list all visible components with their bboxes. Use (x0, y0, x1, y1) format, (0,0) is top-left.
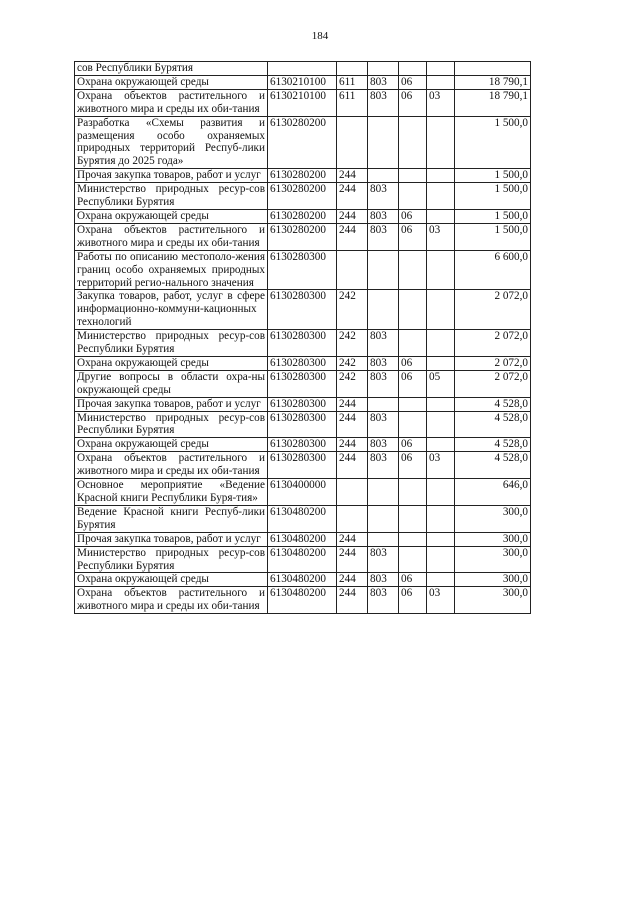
cell-expense-type: 244 (337, 209, 368, 223)
cell-section (399, 169, 427, 183)
cell-amount: 2 072,0 (455, 290, 531, 330)
cell-administrator: 803 (368, 223, 399, 250)
cell-expense-type: 242 (337, 290, 368, 330)
cell-target-article: 6130480200 (268, 573, 337, 587)
table-row (75, 209, 531, 223)
cell-target-article: 6130280200 (268, 169, 337, 183)
cell-target-article: 6130480200 (268, 532, 337, 546)
cell-name: Прочая закупка товаров, работ и услуг (75, 532, 268, 546)
cell-administrator (368, 250, 399, 290)
cell-amount: 1 500,0 (455, 223, 531, 250)
table-row (75, 479, 531, 506)
cell-section (399, 250, 427, 290)
table-row (75, 587, 531, 614)
cell-administrator (368, 505, 399, 532)
cell-expense-type: 244 (337, 438, 368, 452)
cell-target-article: 6130480200 (268, 505, 337, 532)
table-row (75, 250, 531, 290)
cell-administrator: 803 (368, 330, 399, 357)
cell-administrator: 803 (368, 573, 399, 587)
cell-subsection: 05 (427, 370, 455, 397)
cell-administrator: 803 (368, 546, 399, 573)
budget-table (74, 61, 531, 614)
cell-expense-type: 244 (337, 587, 368, 614)
cell-expense-type: 611 (337, 89, 368, 116)
cell-section (399, 532, 427, 546)
cell-name: Охрана окружающей среды (75, 573, 268, 587)
table-body (75, 62, 531, 614)
cell-section (399, 183, 427, 210)
cell-administrator: 803 (368, 452, 399, 479)
cell-section: 06 (399, 89, 427, 116)
cell-amount: 1 500,0 (455, 183, 531, 210)
cell-administrator (368, 290, 399, 330)
cell-administrator (368, 397, 399, 411)
table-row (75, 573, 531, 587)
cell-expense-type: 244 (337, 411, 368, 438)
cell-name: Охрана объектов растительного и животного мира и среды их оби-тания (75, 587, 268, 614)
cell-subsection (427, 209, 455, 223)
table-row (75, 290, 531, 330)
cell-expense-type: 244 (337, 397, 368, 411)
cell-section (399, 546, 427, 573)
cell-administrator (368, 169, 399, 183)
table-row (75, 89, 531, 116)
cell-administrator (368, 479, 399, 506)
cell-expense-type (337, 505, 368, 532)
cell-name: Ведение Красной книги Респуб-лики Бурятия (75, 505, 268, 532)
cell-section: 06 (399, 370, 427, 397)
cell-subsection (427, 532, 455, 546)
cell-name: Охрана объектов растительного и животного мира и среды их оби-тания (75, 89, 268, 116)
cell-amount: 18 790,1 (455, 75, 531, 89)
table-row (75, 75, 531, 89)
cell-section (399, 479, 427, 506)
cell-amount: 4 528,0 (455, 438, 531, 452)
cell-expense-type (337, 479, 368, 506)
cell-subsection: 03 (427, 89, 455, 116)
cell-administrator: 803 (368, 587, 399, 614)
cell-section (399, 116, 427, 169)
cell-name: Охрана объектов растительного и животного мира и среды их оби-тания (75, 223, 268, 250)
cell-section (399, 411, 427, 438)
cell-name: Работы по описанию местополо-жения границ особо охраняемых природных территорий регио-нального значения (75, 250, 268, 290)
cell-subsection (427, 330, 455, 357)
cell-target-article: 6130280300 (268, 356, 337, 370)
cell-administrator: 803 (368, 183, 399, 210)
cell-subsection: 03 (427, 452, 455, 479)
cell-amount: 300,0 (455, 573, 531, 587)
cell-target-article: 6130210100 (268, 89, 337, 116)
cell-expense-type (337, 250, 368, 290)
cell-name: Охрана окружающей среды (75, 75, 268, 89)
cell-section: 06 (399, 452, 427, 479)
cell-subsection (427, 573, 455, 587)
cell-administrator: 803 (368, 411, 399, 438)
table-row (75, 223, 531, 250)
cell-subsection (427, 479, 455, 506)
cell-subsection (427, 75, 455, 89)
cell-expense-type: 244 (337, 183, 368, 210)
page-number: 184 (311, 30, 329, 42)
cell-section: 06 (399, 223, 427, 250)
cell-administrator: 803 (368, 75, 399, 89)
cell-amount: 18 790,1 (455, 89, 531, 116)
table-row (75, 116, 531, 169)
cell-subsection (427, 169, 455, 183)
cell-subsection (427, 62, 455, 76)
cell-amount (455, 62, 531, 76)
cell-subsection (427, 546, 455, 573)
cell-section: 06 (399, 209, 427, 223)
cell-amount: 4 528,0 (455, 397, 531, 411)
cell-expense-type (337, 116, 368, 169)
table-row (75, 183, 531, 210)
cell-expense-type: 242 (337, 330, 368, 357)
cell-target-article: 6130280300 (268, 452, 337, 479)
cell-section (399, 505, 427, 532)
cell-amount: 300,0 (455, 532, 531, 546)
cell-section (399, 330, 427, 357)
cell-administrator: 803 (368, 438, 399, 452)
cell-name: Министерство природных ресур-сов Республики Бурятия (75, 330, 268, 357)
cell-section: 06 (399, 438, 427, 452)
cell-name: Охрана окружающей среды (75, 438, 268, 452)
cell-amount: 1 500,0 (455, 116, 531, 169)
cell-name: сов Республики Бурятия (75, 62, 268, 76)
cell-expense-type: 611 (337, 75, 368, 89)
cell-name: Министерство природных ресур-сов Республики Бурятия (75, 183, 268, 210)
cell-amount: 646,0 (455, 479, 531, 506)
table-row (75, 62, 531, 76)
cell-administrator: 803 (368, 370, 399, 397)
cell-target-article: 6130280300 (268, 250, 337, 290)
cell-subsection (427, 438, 455, 452)
cell-expense-type: 244 (337, 532, 368, 546)
cell-name: Прочая закупка товаров, работ и услуг (75, 397, 268, 411)
cell-amount: 300,0 (455, 587, 531, 614)
cell-amount: 2 072,0 (455, 330, 531, 357)
table-row (75, 505, 531, 532)
cell-target-article: 6130280300 (268, 438, 337, 452)
cell-expense-type (337, 62, 368, 76)
cell-section: 06 (399, 356, 427, 370)
cell-name: Министерство природных ресур-сов Республики Бурятия (75, 546, 268, 573)
cell-section (399, 397, 427, 411)
cell-amount: 1 500,0 (455, 169, 531, 183)
cell-section (399, 290, 427, 330)
table-row (75, 438, 531, 452)
cell-expense-type: 244 (337, 573, 368, 587)
cell-target-article: 6130210100 (268, 75, 337, 89)
cell-target-article: 6130280200 (268, 116, 337, 169)
cell-target-article: 6130280300 (268, 330, 337, 357)
cell-administrator (368, 116, 399, 169)
cell-subsection: 03 (427, 587, 455, 614)
cell-administrator (368, 532, 399, 546)
cell-name: Охрана объектов растительного и животного мира и среды их оби-тания (75, 452, 268, 479)
cell-expense-type: 242 (337, 370, 368, 397)
cell-name: Разработка «Схемы развития и размещения особо охраняемых природных территорий Респуб-лики Бурятия до 2025 года» (75, 116, 268, 169)
cell-subsection (427, 505, 455, 532)
cell-expense-type: 244 (337, 546, 368, 573)
cell-amount: 4 528,0 (455, 452, 531, 479)
table-row (75, 546, 531, 573)
cell-target-article: 6130280200 (268, 209, 337, 223)
cell-subsection (427, 290, 455, 330)
table-row (75, 532, 531, 546)
cell-expense-type: 244 (337, 223, 368, 250)
cell-amount: 300,0 (455, 546, 531, 573)
cell-target-article (268, 62, 337, 76)
cell-expense-type: 242 (337, 356, 368, 370)
cell-subsection: 03 (427, 223, 455, 250)
cell-name: Охрана окружающей среды (75, 356, 268, 370)
cell-name: Охрана окружающей среды (75, 209, 268, 223)
cell-subsection (427, 116, 455, 169)
cell-name: Прочая закупка товаров, работ и услуг (75, 169, 268, 183)
cell-amount: 1 500,0 (455, 209, 531, 223)
table-row (75, 370, 531, 397)
cell-name: Другие вопросы в области охра-ны окружающей среды (75, 370, 268, 397)
cell-subsection (427, 356, 455, 370)
table-row (75, 411, 531, 438)
cell-administrator: 803 (368, 356, 399, 370)
cell-section: 06 (399, 75, 427, 89)
cell-subsection (427, 397, 455, 411)
cell-name: Министерство природных ресур-сов Республики Бурятия (75, 411, 268, 438)
cell-expense-type: 244 (337, 169, 368, 183)
cell-subsection (427, 250, 455, 290)
cell-expense-type: 244 (337, 452, 368, 479)
table-row (75, 452, 531, 479)
cell-target-article: 6130280300 (268, 370, 337, 397)
cell-section (399, 62, 427, 76)
cell-administrator: 803 (368, 209, 399, 223)
table-row (75, 169, 531, 183)
table-row (75, 356, 531, 370)
table-row (75, 397, 531, 411)
cell-administrator: 803 (368, 89, 399, 116)
cell-amount: 2 072,0 (455, 370, 531, 397)
cell-subsection (427, 411, 455, 438)
cell-amount: 2 072,0 (455, 356, 531, 370)
table-row (75, 330, 531, 357)
cell-target-article: 6130480200 (268, 546, 337, 573)
cell-target-article: 6130280300 (268, 397, 337, 411)
cell-name: Основное мероприятие «Ведение Красной книги Республики Буря-тия» (75, 479, 268, 506)
cell-section: 06 (399, 587, 427, 614)
cell-target-article: 6130480200 (268, 587, 337, 614)
cell-target-article: 6130280300 (268, 411, 337, 438)
cell-amount: 6 600,0 (455, 250, 531, 290)
cell-target-article: 6130280200 (268, 183, 337, 210)
cell-administrator (368, 62, 399, 76)
cell-subsection (427, 183, 455, 210)
cell-section: 06 (399, 573, 427, 587)
cell-amount: 4 528,0 (455, 411, 531, 438)
cell-target-article: 6130280200 (268, 223, 337, 250)
cell-target-article: 6130280300 (268, 290, 337, 330)
cell-target-article: 6130400000 (268, 479, 337, 506)
cell-name: Закупка товаров, работ, услуг в сфере информационно-коммуни-кационных технологий (75, 290, 268, 330)
cell-amount: 300,0 (455, 505, 531, 532)
